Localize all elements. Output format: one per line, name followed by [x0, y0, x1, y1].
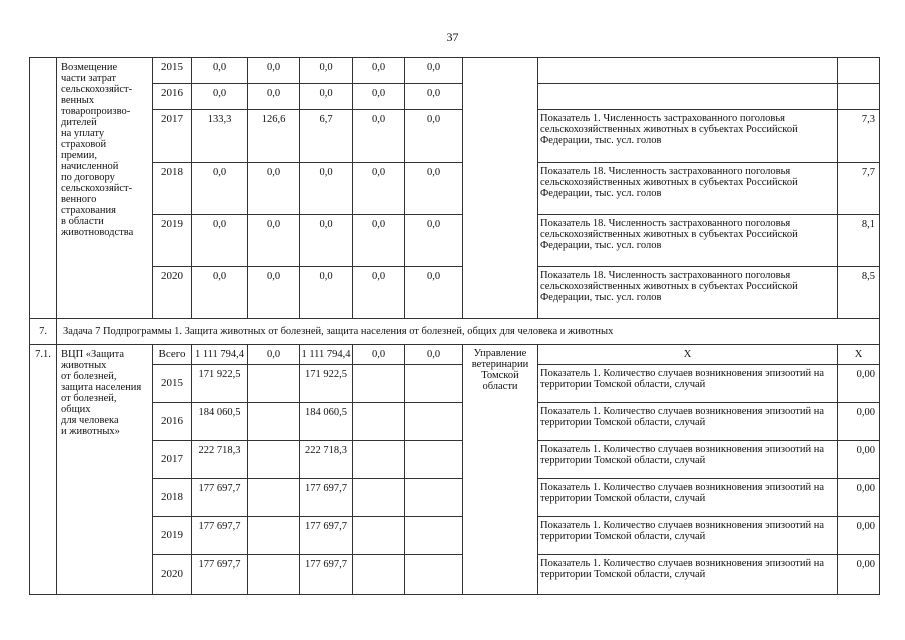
value-cell: 177 697,7: [300, 555, 353, 595]
measure-name-line: премии,: [61, 150, 98, 161]
value-cell: 1 111 794,4: [192, 345, 248, 365]
value-cell: [405, 441, 463, 479]
value-cell: 177 697,7: [192, 555, 248, 595]
task-index: 7.: [30, 319, 57, 345]
table-row: [30, 441, 880, 479]
table-row: [30, 267, 880, 319]
indicator-cell: Показатель 1. Количество случаев возникновения эпизоотий на территории Томской области, случай: [538, 555, 838, 595]
indicator-cell: [538, 84, 838, 110]
value-cell: 133,3: [192, 110, 248, 163]
indicator-cell: [538, 58, 838, 84]
measure-name-line: венных: [61, 95, 95, 106]
value-cell: 0,0: [300, 58, 353, 84]
executor-line: области: [482, 381, 518, 392]
value-cell: [248, 555, 300, 595]
value-cell: 0,0: [248, 267, 300, 319]
executor-line: ветеринарии: [471, 359, 529, 370]
measure-name: [57, 58, 153, 319]
indicator-cell: Показатель 18. Численность застрахованного поголовья сельскохозяйственных животных в субъектах Российской Федерации, тыс. усл. голов: [538, 215, 838, 267]
value-cell: 222 718,3: [300, 441, 353, 479]
table-row: [30, 517, 880, 555]
year-cell: 2015: [153, 365, 192, 403]
value-cell: 0,0: [192, 84, 248, 110]
indicator-cell: Х: [538, 345, 838, 365]
value-cell: 0,0: [248, 215, 300, 267]
executor-cell: [463, 58, 538, 319]
value-cell: 184 060,5: [192, 403, 248, 441]
table-row: [30, 403, 880, 441]
executor-line: Томской: [481, 370, 519, 381]
indicator-value-cell: 7,3: [838, 110, 880, 163]
value-cell: 1 111 794,4: [300, 345, 353, 365]
table-row: [30, 365, 880, 403]
measure-name-line: от болезней,: [61, 371, 117, 382]
value-cell: 0,0: [353, 84, 405, 110]
measure-name-line: страховой: [61, 139, 107, 150]
executor-cell: [463, 345, 538, 595]
value-cell: [248, 365, 300, 403]
value-cell: 0,0: [405, 267, 463, 319]
value-cell: 177 697,7: [192, 517, 248, 555]
value-cell: [353, 365, 405, 403]
value-cell: [353, 403, 405, 441]
table-row: [30, 163, 880, 215]
measure-name-line: сельскохозяйст-: [61, 183, 133, 194]
indicator-value-cell: Х: [838, 345, 880, 365]
year-cell: 2019: [153, 517, 192, 555]
value-cell: 0,0: [353, 58, 405, 84]
index-cell: [30, 58, 57, 319]
value-cell: 0,0: [300, 163, 353, 215]
measure-index: 7.1.: [30, 345, 57, 595]
indicator-value-cell: 8,1: [838, 215, 880, 267]
measure-name-line: в области: [61, 216, 104, 227]
indicator-cell: Показатель 18. Численность застрахованного поголовья сельскохозяйственных животных в субъектах Российской Федерации, тыс. усл. голов: [538, 163, 838, 215]
measure-name-line: страхования: [61, 205, 116, 216]
indicator-value-cell: [838, 84, 880, 110]
measure-name: [57, 345, 153, 595]
indicator-cell: Показатель 1. Количество случаев возникновения эпизоотий на территории Томской области, случай: [538, 403, 838, 441]
indicator-value-cell: 0,00: [838, 479, 880, 517]
value-cell: 0,0: [192, 267, 248, 319]
value-cell: 222 718,3: [192, 441, 248, 479]
value-cell: [405, 365, 463, 403]
table-row: [30, 555, 880, 595]
year-cell: 2015: [153, 58, 192, 84]
value-cell: [248, 441, 300, 479]
value-cell: [353, 479, 405, 517]
indicator-cell: Показатель 1. Численность застрахованного поголовья сельскохозяйственных животных в субъектах Российской Федерации, тыс. усл. голов: [538, 110, 838, 163]
value-cell: [353, 441, 405, 479]
value-cell: [405, 403, 463, 441]
indicator-value-cell: 8,5: [838, 267, 880, 319]
executor-line: Управление: [473, 348, 527, 359]
page-number: 37: [446, 30, 459, 44]
year-cell: 2020: [153, 267, 192, 319]
measure-name-line: сельскохозяйст-: [61, 84, 133, 95]
indicator-cell: Показатель 1. Количество случаев возникновения эпизоотий на территории Томской области, случай: [538, 365, 838, 403]
value-cell: [248, 517, 300, 555]
value-cell: 0,0: [192, 163, 248, 215]
year-cell: 2019: [153, 215, 192, 267]
year-cell: 2018: [153, 163, 192, 215]
value-cell: [353, 517, 405, 555]
value-cell: 0,0: [405, 58, 463, 84]
table-row: [30, 215, 880, 267]
indicator-value-cell: 0,00: [838, 441, 880, 479]
indicator-value-cell: 0,00: [838, 403, 880, 441]
value-cell: 0,0: [353, 215, 405, 267]
value-cell: [405, 555, 463, 595]
measure-name-line: дителей: [61, 117, 97, 128]
value-cell: 177 697,7: [300, 479, 353, 517]
indicator-cell: Показатель 1. Количество случаев возникновения эпизоотий на территории Томской области, случай: [538, 479, 838, 517]
value-cell: [248, 403, 300, 441]
value-cell: 0,0: [405, 215, 463, 267]
measure-name-line: товаропроизво-: [61, 106, 131, 117]
measure-name-line: Возмещение: [61, 62, 118, 73]
value-cell: 0,0: [353, 163, 405, 215]
value-cell: 171 922,5: [192, 365, 248, 403]
value-cell: 0,0: [248, 345, 300, 365]
year-cell: 2020: [153, 555, 192, 595]
value-cell: [405, 479, 463, 517]
indicator-value-cell: 0,00: [838, 555, 880, 595]
value-cell: [405, 517, 463, 555]
value-cell: 0,0: [405, 163, 463, 215]
measure-name-line: общих: [61, 404, 91, 415]
value-cell: 0,0: [353, 110, 405, 163]
year-cell: 2016: [153, 84, 192, 110]
value-cell: 184 060,5: [300, 403, 353, 441]
value-cell: 6,7: [300, 110, 353, 163]
task-row: [30, 319, 880, 345]
value-cell: [248, 479, 300, 517]
value-cell: 0,0: [353, 345, 405, 365]
indicator-value-cell: 7,7: [838, 163, 880, 215]
value-cell: 0,0: [248, 163, 300, 215]
value-cell: 177 697,7: [192, 479, 248, 517]
indicator-cell: Показатель 1. Количество случаев возникновения эпизоотий на территории Томской области, случай: [538, 441, 838, 479]
value-cell: 126,6: [248, 110, 300, 163]
value-cell: 0,0: [405, 345, 463, 365]
program-table: [29, 57, 880, 595]
table-row-total: [30, 345, 880, 365]
measure-name-line: от болезней,: [61, 393, 117, 404]
measure-name-line: по договору: [61, 172, 115, 183]
value-cell: 177 697,7: [300, 517, 353, 555]
indicator-cell: Показатель 18. Численность застрахованного поголовья сельскохозяйственных животных в субъектах Российской Федерации, тыс. усл. голов: [538, 267, 838, 319]
year-cell: 2018: [153, 479, 192, 517]
task-title: Задача 7 Подпрограммы 1. Защита животных от болезней, защита населения от болезней, общих для человека и животных: [57, 319, 880, 345]
value-cell: [353, 555, 405, 595]
value-cell: 0,0: [353, 267, 405, 319]
value-cell: 0,0: [192, 58, 248, 84]
year-cell: Всего: [153, 345, 192, 365]
measure-name-line: животных: [61, 360, 107, 371]
table-row: [30, 58, 880, 84]
value-cell: 0,0: [300, 84, 353, 110]
measure-name-line: части затрат: [61, 73, 116, 84]
value-cell: 0,0: [405, 110, 463, 163]
year-cell: 2017: [153, 441, 192, 479]
measure-name-line: начисленной: [61, 161, 119, 172]
table-row: [30, 479, 880, 517]
measure-name-line: для человека: [61, 415, 119, 426]
value-cell: 0,0: [192, 215, 248, 267]
measure-name-line: ВЦП «Защита: [61, 349, 125, 360]
value-cell: 0,0: [405, 84, 463, 110]
measure-name-line: и животных»: [61, 426, 120, 437]
indicator-value-cell: [838, 58, 880, 84]
table-row: [30, 110, 880, 163]
indicator-cell: Показатель 1. Количество случаев возникновения эпизоотий на территории Томской области, случай: [538, 517, 838, 555]
measure-name-line: защита населения: [61, 382, 142, 393]
value-cell: 171 922,5: [300, 365, 353, 403]
indicator-value-cell: 0,00: [838, 365, 880, 403]
value-cell: 0,0: [248, 84, 300, 110]
measure-name-line: венного: [61, 194, 97, 205]
indicator-value-cell: 0,00: [838, 517, 880, 555]
value-cell: 0,0: [248, 58, 300, 84]
table-row: [30, 84, 880, 110]
year-cell: 2016: [153, 403, 192, 441]
value-cell: 0,0: [300, 215, 353, 267]
measure-name-line: на уплату: [61, 128, 105, 139]
year-cell: 2017: [153, 110, 192, 163]
value-cell: 0,0: [300, 267, 353, 319]
measure-name-line: животноводства: [61, 227, 134, 238]
